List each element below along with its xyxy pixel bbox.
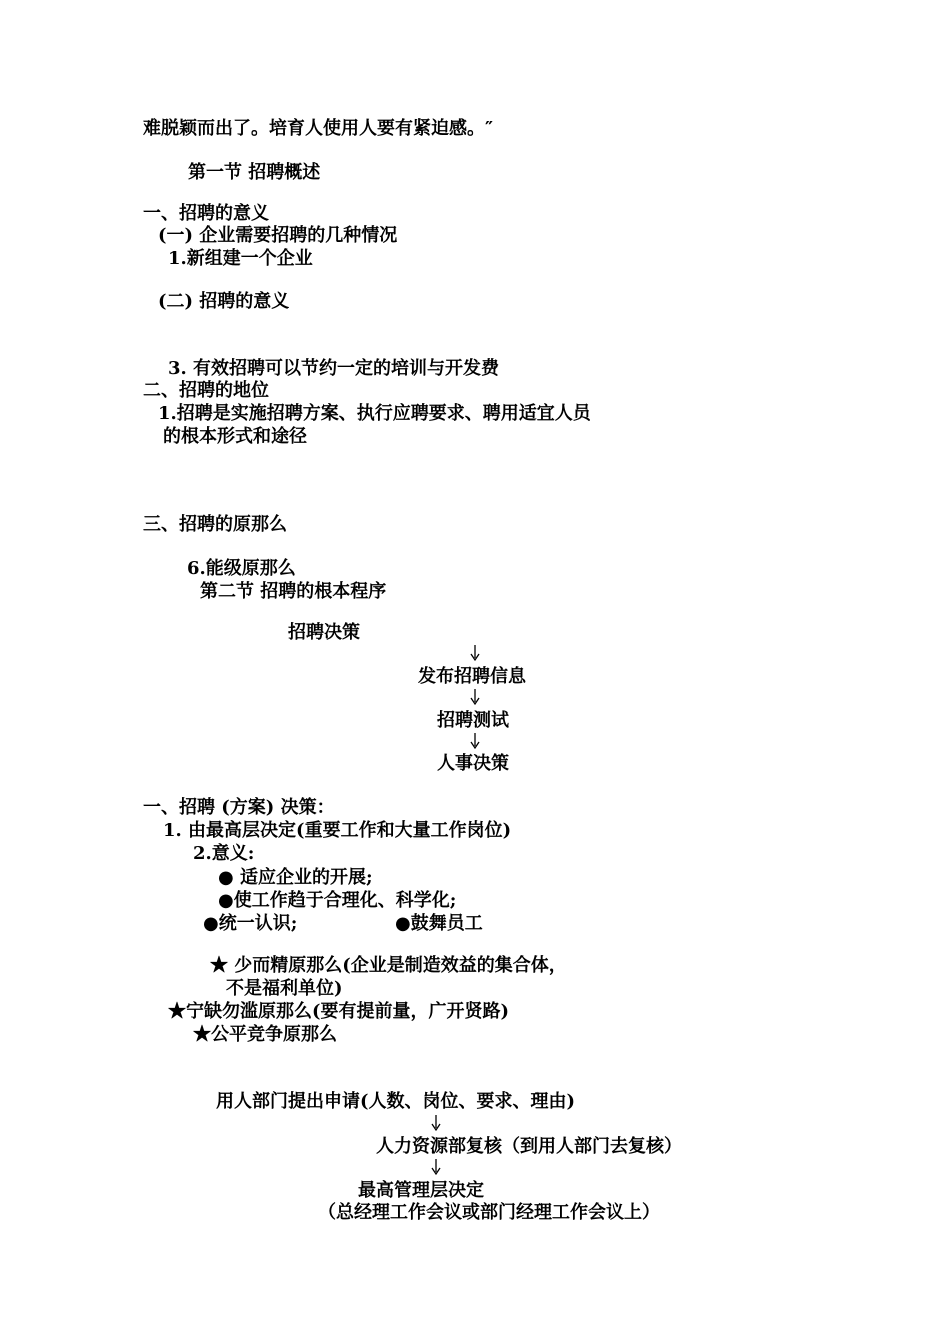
bullet-item: ● 适应企业的开展; [218,867,373,888]
down-arrow-icon [430,1159,442,1177]
text-line: 难脱颖而出了。培育人使用人要有紧迫感。″ [143,118,494,139]
section-heading: 第一节 招聘概述 [188,162,321,183]
star-item: ★宁缺勿滥原那么(要有提前量，广开贤路) [168,1001,510,1022]
heading-1: 二、招聘的地位 [143,380,269,401]
flow-step-note: （总经理工作会议或部门经理工作会议上） [318,1202,660,1223]
flow-step: 发布招聘信息 [418,666,526,687]
down-arrow-icon [469,645,481,663]
flow-step: 人力资源部复核（到用人部门去复核） [376,1136,682,1157]
list-item: 2.意义: [193,843,255,864]
down-arrow-icon [469,689,481,707]
heading-2: (二) 招聘的意义 [158,291,290,312]
heading-1: 一、招聘的意义 [143,203,269,224]
flow-step: 招聘决策 [288,622,360,643]
star-item-continued: 不是福利单位) [226,978,343,999]
flow-step: 人事决策 [437,753,509,774]
down-arrow-icon [430,1115,442,1133]
star-item: ★公平竞争原那么 [193,1024,337,1045]
heading-1: 一、招聘 (方案) 决策： [143,797,335,818]
flow-step: 招聘测试 [437,710,509,731]
bullet-item: ●统一认识; [203,913,298,934]
list-item: 6.能级原那么 [187,558,296,579]
list-item: 3. 有效招聘可以节约一定的培训与开发费 [168,358,500,379]
bullet-item: ●使工作趋于合理化、科学化; [218,890,457,911]
flow-step: 最高管理层决定 [358,1180,484,1201]
down-arrow-icon [469,733,481,751]
flow-step: 用人部门提出申请(人数、岗位、要求、理由) [216,1091,576,1112]
star-item: ★ 少而精原那么(企业是制造效益的集合体， [210,955,567,976]
list-item: 1.新组建一个企业 [168,248,313,269]
section-heading: 第二节 招聘的根本程序 [200,581,387,602]
heading-1: 三、招聘的原那么 [143,514,287,535]
heading-2: (一) 企业需要招聘的几种情况 [158,225,398,246]
list-item-continued: 的根本形式和途径 [163,426,307,447]
bullet-item: ●鼓舞员工 [395,913,483,934]
list-item: 1.招聘是实施招聘方案、执行应聘要求、聘用适宜人员 [158,403,591,424]
list-item: 1. 由最高层决定(重要工作和大量工作岗位) [163,820,512,841]
